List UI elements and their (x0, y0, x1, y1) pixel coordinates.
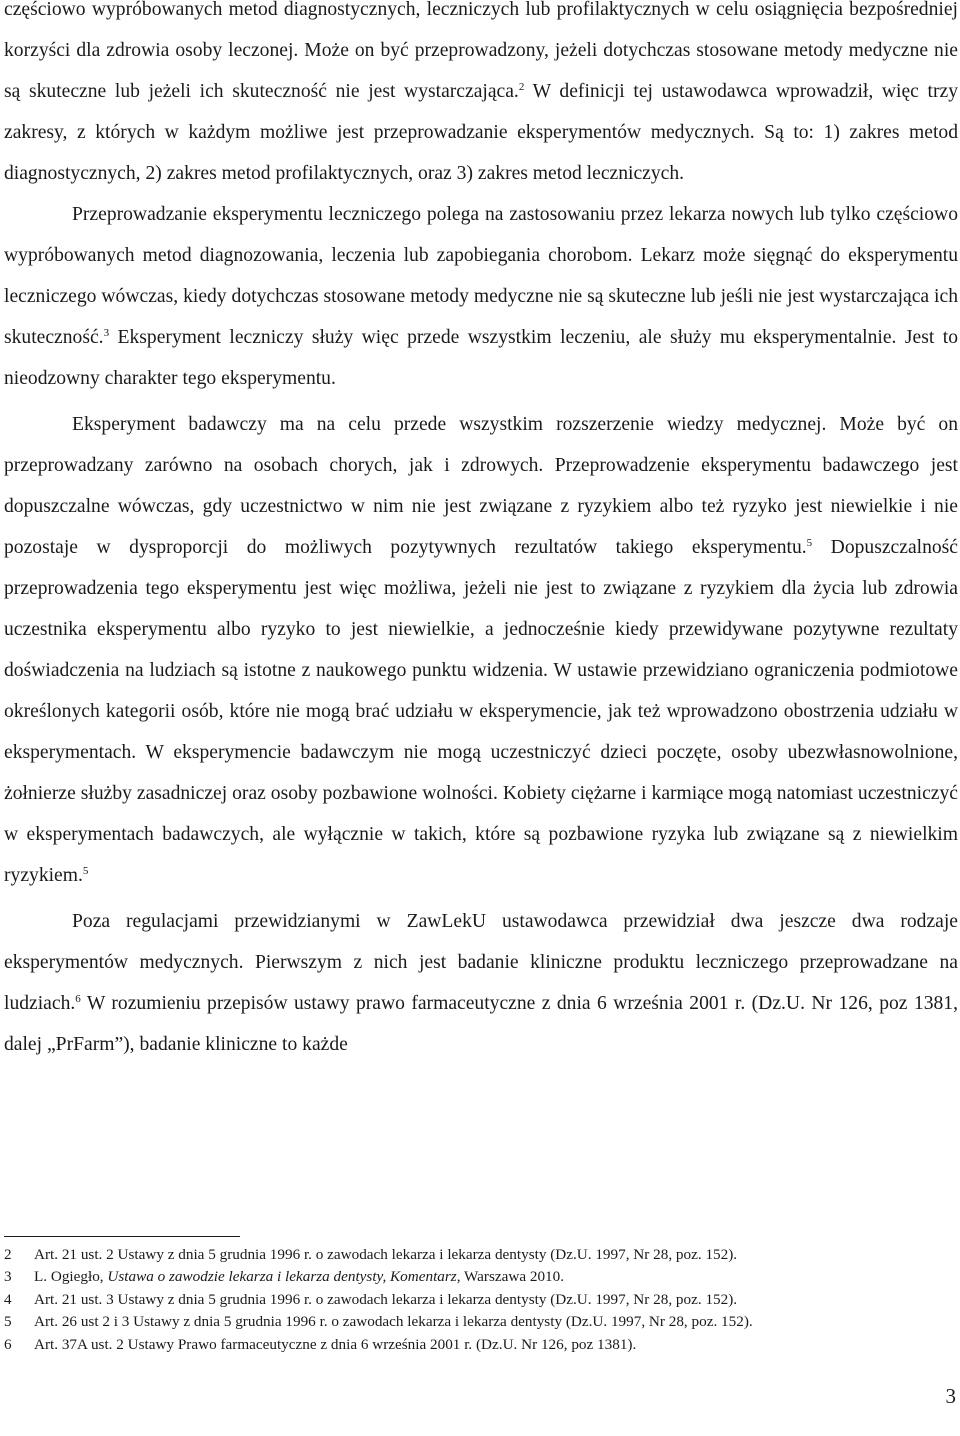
footnote-separator (4, 1236, 240, 1237)
footnote-ref-4[interactable]: 5 (806, 537, 813, 549)
paragraph-1: częściowo wypróbowanych metod diagnostycznych, leczniczych lub profilaktycznych w celu osiągnięcia bezpośredniej korzyści dla zdrowia osoby leczonej. Może on być przeprowadzony, jeżeli dotychczas stosowane metody medyczne nie są skuteczne lub jeżeli ich skuteczność nie jest wystarczająca.$^2$ W definicji tej ustawodawca wprowadził, więc trzy zakresy, z których w każdym możliwe jest przeprowadzanie eksperymentów medycznych. Są to: 1) zakres metod diagnostycznych, 2) zakres metod profilaktycznych, oraz 3) zakres metod leczniczych. (4, 0, 958, 184)
footnote-ref-5[interactable]: 5 (82, 865, 89, 877)
footnote-text: Art. 21 ust. 3 Ustawy z dnia 5 grudnia 1996 r. o zawodach lekarza i lekarza dentysty (Dz.U. 1997, Nr 28, poz. 152). (34, 1290, 738, 1308)
paragraph-3: Eksperyment badawczy ma na celu przede wszystkim rozszerzenie wiedzy medycznej. Może być on przeprowadzany zarówno na osobach chorych, jak i zdrowych. Przeprowadzenie eksperymentu badawczego jest dopuszczalne wówczas, gdy uczestnictwo w nim nie jest związane z ryzykiem albo też ryzyko jest niewielkie i nie pozostaje w dysproporcji do możliwych pozytywnych rezultatów takiego eksperymentu.$^5$ Dopuszczalność przeprowadzenia tego eksperymentu jest więc możliwa, jeżeli nie jest to związane z ryzykiem dla życia lub zdrowia uczestnika eksperymentu albo ryzyko to jest niewielkie, a jednocześnie kiedy przewidywane pozytywne rezultaty doświadczenia na ludziach są istotne z naukowego punktu widzenia. W ustawie przewidziano ograniczenia podmiotowe określonych kategorii osób, które nie mogą brać udziału w eksperymencie, jak też wprowadzono obostrzenia udziału w eksperymentach. W eksperymencie badawczym nie mogą uczestniczyć dzieci poczęte, osoby ubezwłasnowolnione, żołnierze służby zasadniczej oraz osoby pozbawione wolności. Kobiety ciężarne i karmiące mogą natomiast uczestniczyć w eksperymentach badawczych, ale wyłącznie w takich, które są pozbawione ryzyka lub związane są z niewielkim ryzykiem.$^5$ (4, 414, 958, 886)
page-number: 3 (945, 1384, 956, 1408)
document-body (4, 0, 958, 1065)
footnote-number: 6 (4, 1335, 12, 1353)
footnote-2 (4, 1244, 958, 1266)
footnote-4 (4, 1289, 958, 1311)
footnote-3 (4, 1266, 958, 1288)
footnote-number: 4 (4, 1290, 12, 1308)
footnote-number: 3 (4, 1268, 12, 1286)
footnote-ref-6[interactable]: 6 (75, 993, 81, 1005)
footnote-text: L. Ogiegło, Ustawa o zawodzie lekarza i lekarza dentysty, Komentarz, Warszawa 2010. (34, 1268, 565, 1286)
footnote-text: Art. 37A ust. 2 Ustawy Prawo farmaceutyczne z dnia 6 września 2001 r. (Dz.U. Nr 126, poz 1381). (34, 1335, 637, 1353)
footnote-text: Art. 26 ust 2 i 3 Ustawy z dnia 5 grudnia 1996 r. o zawodach lekarza i lekarza dentysty (Dz.U. 1997, Nr 28, poz. 152). (34, 1313, 753, 1331)
paragraph-2: Przeprowadzanie eksperymentu leczniczego polega na zastosowaniu przez lekarza nowych lub tylko częściowo wypróbowanych metod diagnozowania, leczenia lub zapobiegania chorobom. Lekarz może sięgnąć do eksperymentu leczniczego wówczas, kiedy dotychczas stosowane metody medyczne nie są skuteczne lub jeśli nie jest wystarczająca ich skuteczność.$^3$ Eksperyment leczniczy służy więc przede wszystkim leczeniu, ale służy mu eksperymentalnie. Jest to nieodzowny charakter tego eksperymentu. (4, 204, 958, 389)
paragraph-4: Poza regulacjami przewidzianymi w ZawLekU ustawodawca przewidział dwa jeszcze dwa rodzaje eksperymentów medycznych. Pierwszym z nich jest badanie kliniczne produktu leczniczego przeprowadzane na ludziach.$^6$ W rozumieniu przepisów ustawy prawo farmaceutyczne z dnia 6 września 2001 r. (Dz.U. Nr 126, poz 1381, dalej „PrFarm”), badanie kliniczne to każde (4, 911, 958, 1055)
footnote-title: Ustawa o zawodzie lekarza i lekarza dentysty, Komentarz (107, 1268, 457, 1286)
footnote-number: 2 (4, 1246, 12, 1263)
footnote-5 (4, 1311, 958, 1333)
footnote-6 (4, 1334, 958, 1356)
footnote-number: 5 (4, 1313, 12, 1331)
footnote-ref-3[interactable]: 3 (103, 327, 110, 339)
footnotes (4, 1244, 958, 1356)
footnote-text: Art. 21 ust. 2 Ustawy z dnia 5 grudnia 1996 r. o zawodach lekarza i lekarza dentysty (Dz.U. 1997, Nr 28, poz. 152). (34, 1246, 738, 1263)
footnote-ref-2[interactable]: 2 (518, 81, 525, 93)
